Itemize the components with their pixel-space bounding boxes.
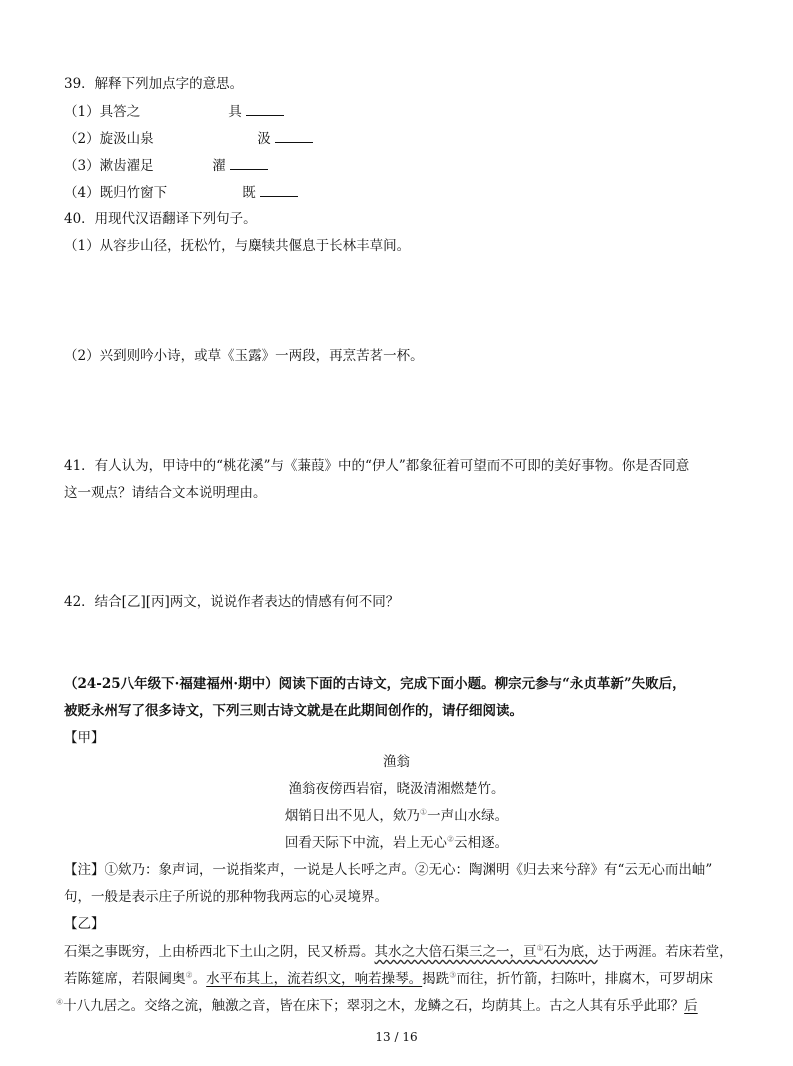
footnote-marker-yi-3: ③: [449, 970, 457, 980]
q39-item-2-label: （2）旋汲山泉: [64, 131, 154, 147]
q39-item-3: [64, 155, 268, 176]
section-label-yi: 【乙】: [64, 916, 105, 932]
yi-line-1: [64, 942, 733, 962]
yi-line-1-c: 石为底，: [543, 944, 598, 960]
poem-line-3-a: 回看天际下中流，岩上无心: [284, 835, 447, 851]
yi-line-3-b: 后: [684, 998, 698, 1014]
yi-line-1-wavy: [375, 944, 598, 960]
note-line-2: 句，一般是表示庄子所说的那种物我两忘的心灵境界。: [64, 889, 388, 905]
q39-item-3-target: 濯: [212, 158, 226, 174]
q40-sentence-1: （1）从容步山径，抚松竹，与麋犊共偃息于长林丰草间。: [64, 238, 411, 254]
yi-line-3-a: 十八九居之。交络之流，触激之音，皆在床下；翠羽之木，龙鳞之石，均荫其上。古之人其有乐乎此耶？: [63, 998, 685, 1014]
q39-item-2: [64, 128, 313, 149]
yi-line-3: [56, 996, 698, 1016]
answer-blank-3[interactable]: [230, 155, 268, 170]
poem-line-3-b: 云相逐。: [454, 835, 509, 851]
yi-line-2-b: 。: [192, 971, 207, 987]
q39-title: 39．解释下列加点字的意思。: [64, 76, 244, 92]
footnote-marker-yi-2: ②: [185, 970, 193, 980]
q39-item-4-target: 既: [242, 185, 256, 201]
answer-blank-4[interactable]: [260, 182, 298, 197]
footnote-marker-2: ②: [446, 834, 455, 844]
q39-item-1-target: 具: [228, 104, 242, 120]
q39-item-4: [64, 182, 298, 203]
yi-line-1-d: 达于两涯。若床若堂，: [597, 944, 733, 960]
q41-line-2: 这一观点？请结合文本说明理由。: [64, 485, 267, 501]
poem-line-2: [0, 806, 793, 826]
q39-item-3-label: （3）漱齿濯足: [64, 158, 154, 174]
q41-line-1: 41．有人认为，甲诗中的“桃花溪”与《蒹葭》中的“伊人”都象征着可望而不可即的美好事物。你是否同意: [64, 458, 690, 474]
yi-line-2: [64, 969, 713, 989]
note-line-1: 【注】①欸乃：象声词，一说指桨声，一说是人长呼之声。②无心：陶渊明《归去来兮辞》有“云无心而出岫”: [64, 862, 713, 878]
yi-line-2-d: 揭跣: [422, 971, 450, 987]
poem-line-3: [0, 833, 793, 853]
footnote-marker-1: ①: [419, 807, 428, 817]
yi-line-1-a: 石渠之事既穷，上由桥西北下土山之阴，民又桥焉。: [64, 944, 375, 960]
q39-item-2-target: 汲: [257, 131, 271, 147]
q39-item-1: [64, 101, 284, 122]
q39-item-4-label: （4）既归竹窗下: [64, 185, 168, 201]
poem-line-2-b: 一声山水绿。: [427, 808, 509, 824]
answer-blank-1[interactable]: [246, 101, 284, 116]
poem-title: 渔翁: [383, 754, 410, 770]
poem-line-1: 渔翁夜傍西岩宿，晓汲清湘燃楚竹。: [288, 781, 505, 797]
poem-line-2-a: 烟销日出不见人，欸乃: [284, 808, 420, 824]
q42-title: 42．结合[乙][丙]两文，说说作者表达的情感有何不同？: [64, 594, 400, 610]
page-number: 13 / 16: [375, 1030, 418, 1044]
passage-intro-line-2: 被贬永州写了很多诗文，下列三则古诗文就是在此期间创作的，请仔细阅读。: [64, 703, 523, 719]
yi-line-1-b: 其水之大倍石渠三之一，亘: [374, 944, 537, 960]
yi-line-2-e: 而往，折竹箭，扫陈叶，排腐木，可罗胡床: [456, 971, 713, 987]
section-label-jia: 【甲】: [64, 730, 105, 746]
yi-line-2-c: 水平布其上，流若织文，响若操琴。: [206, 971, 423, 987]
q39-item-1-label: （1）具答之: [64, 104, 141, 120]
answer-blank-2[interactable]: [275, 128, 313, 143]
yi-line-2-a: 若陈筵席，若限阃奥: [64, 971, 186, 987]
footnote-marker-yi-4: ④: [56, 997, 64, 1007]
footnote-marker-yi-1: ①: [536, 943, 544, 953]
q40-title: 40．用现代汉语翻译下列句子。: [64, 211, 257, 227]
q40-sentence-2: （2）兴到则吟小诗，或草《玉露》一两段，再烹苦茗一杯。: [64, 348, 424, 364]
passage-intro-line-1: （24-25八年级下·福建福州·期中）阅读下面的古诗文，完成下面小题。柳宗元参与“永贞革新”失败后，: [64, 676, 686, 692]
